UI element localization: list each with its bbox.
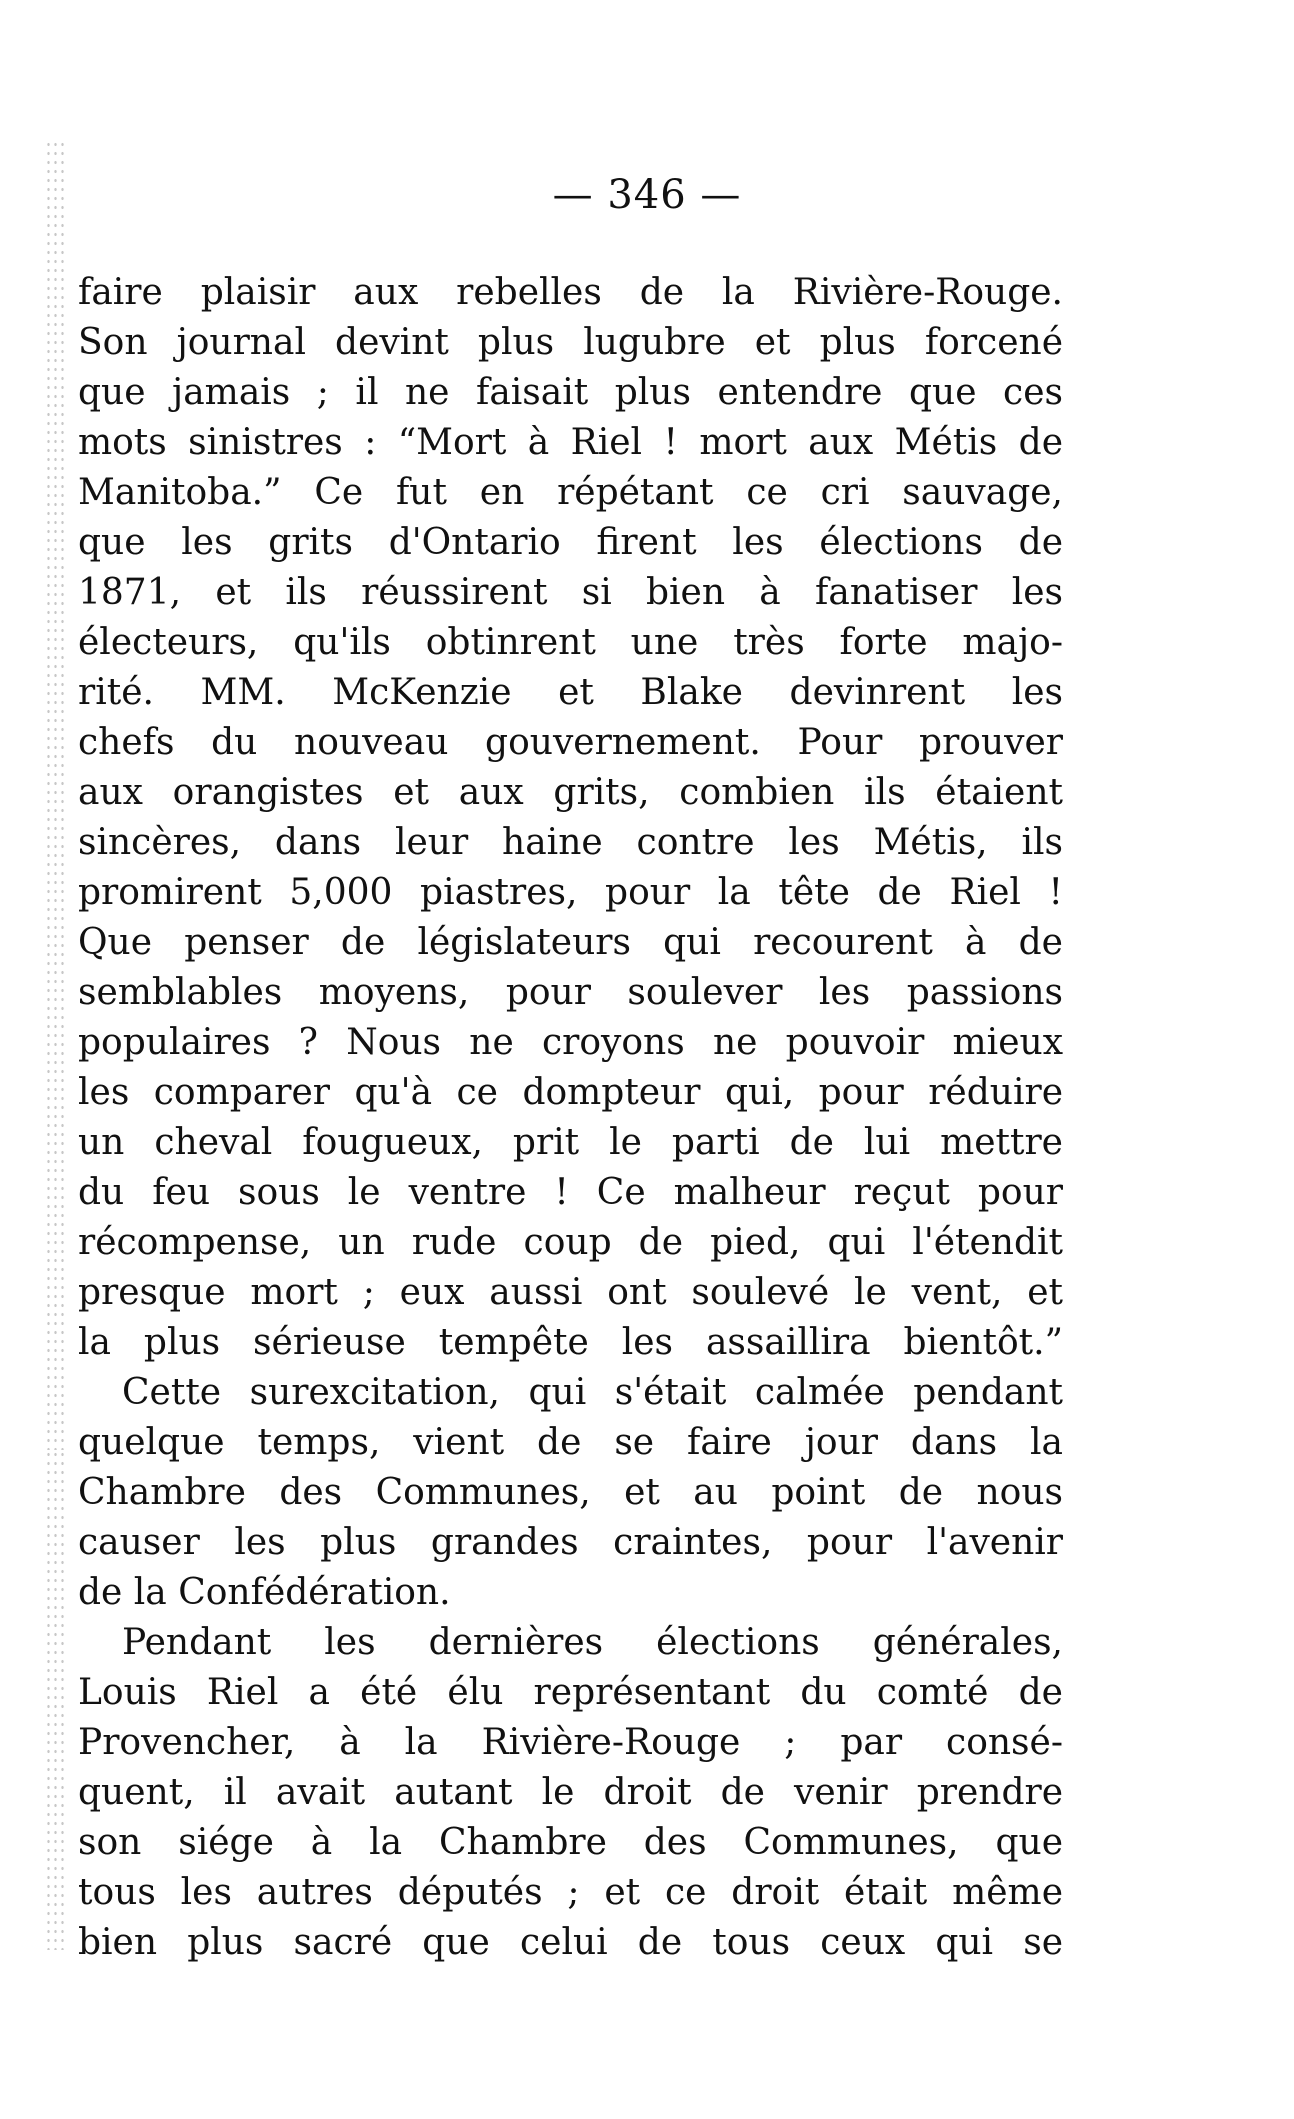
text-line: son siége à la Chambre des Communes, que <box>78 1822 1063 1863</box>
text-line: Chambre des Communes, et au point de nous <box>78 1472 1063 1513</box>
text-line: presque mort ; eux aussi ont soulevé le vent, et <box>78 1272 1063 1313</box>
text-line: chefs du nouveau gouvernement. Pour prouver <box>78 722 1063 763</box>
text-line: populaires ? Nous ne croyons ne pouvoir mieux <box>78 1022 1063 1063</box>
text-line: Que penser de législateurs qui recourent à de <box>78 922 1063 963</box>
paragraph-start-line: Pendant les dernières élections générales, <box>122 1622 1063 1663</box>
text-line: la plus sérieuse tempête les assaillira bientôt.” <box>78 1322 1063 1363</box>
text-line: semblables moyens, pour soulever les passions <box>78 972 1063 1013</box>
text-line: que les grits d'Ontario firent les élections de <box>78 522 1063 563</box>
text-line: aux orangistes et aux grits, combien ils étaient <box>78 772 1063 813</box>
text-line: Louis Riel a été élu représentant du comté de <box>78 1672 1063 1713</box>
text-line: rité. MM. McKenzie et Blake devinrent les <box>78 672 1063 713</box>
text-line: faire plaisir aux rebelles de la Rivière-Rouge. <box>78 272 1063 313</box>
text-line: quent, il avait autant le droit de venir prendre <box>78 1772 1063 1813</box>
text-line: 1871, et ils réussirent si bien à fanatiser les <box>78 572 1063 613</box>
text-line: récompense, un rude coup de pied, qui l'étendit <box>78 1222 1063 1263</box>
page-number: — 346 — <box>552 172 742 218</box>
print-speckle-bottom <box>45 1450 65 1950</box>
print-speckle-top <box>45 140 65 1450</box>
text-line: les comparer qu'à ce dompteur qui, pour réduire <box>78 1072 1063 1113</box>
text-line: Manitoba.” Ce fut en répétant ce cri sauvage, <box>78 472 1063 513</box>
text-line: bien plus sacré que celui de tous ceux qui se <box>78 1922 1063 1963</box>
paragraph-start-line: Cette surexcitation, qui s'était calmée pendant <box>122 1372 1063 1413</box>
text-line: sincères, dans leur haine contre les Métis, ils <box>78 822 1063 863</box>
paragraph-end-line: de la Confédération. <box>78 1572 451 1613</box>
text-line: promirent 5,000 piastres, pour la tête de Riel ! <box>78 872 1063 913</box>
text-line: du feu sous le ventre ! Ce malheur reçut pour <box>78 1172 1063 1213</box>
text-line: électeurs, qu'ils obtinrent une très forte majo- <box>78 622 1063 663</box>
text-line: causer les plus grandes craintes, pour l'avenir <box>78 1522 1063 1563</box>
text-line: Son journal devint plus lugubre et plus forcené <box>78 322 1063 363</box>
text-line: Provencher, à la Rivière-Rouge ; par consé- <box>78 1722 1063 1763</box>
body-text <box>78 268 1063 1968</box>
text-line: quelque temps, vient de se faire jour dans la <box>78 1422 1063 1463</box>
text-line: un cheval fougueux, prit le parti de lui mettre <box>78 1122 1063 1163</box>
text-line: mots sinistres : “Mort à Riel ! mort aux Métis de <box>78 422 1063 463</box>
text-line: que jamais ; il ne faisait plus entendre que ces <box>78 372 1063 413</box>
text-line: tous les autres députés ; et ce droit était même <box>78 1872 1063 1913</box>
